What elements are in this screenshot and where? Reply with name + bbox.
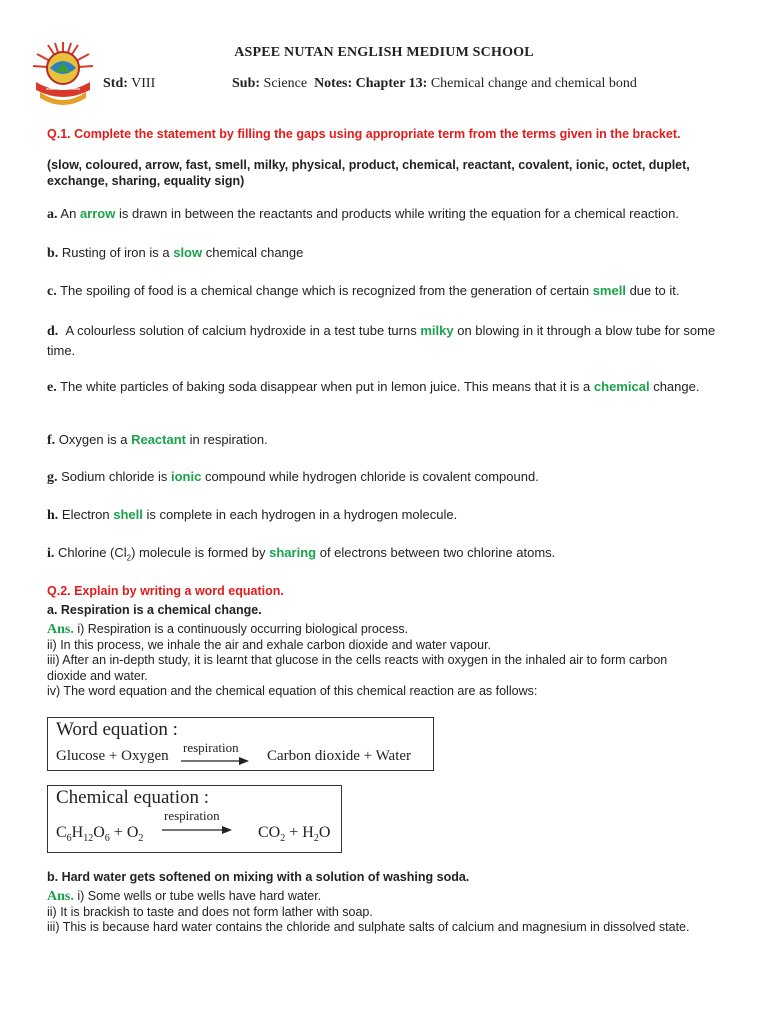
q1-item-e: e. The white particles of baking soda disappear when put in lemon juice. This means that it is a chemical change. xyxy=(47,379,700,395)
answer-e: chemical xyxy=(593,379,650,394)
q1-item-f: f. Oxygen is a Reactant in respiration. xyxy=(47,432,268,448)
q1-title: Q.1. Complete the statement by filling the gaps using appropriate term from the terms given in the bracket. xyxy=(47,127,681,141)
ans-label-a: Ans. xyxy=(47,622,74,637)
school-name: ASPEE NUTAN ENGLISH MEDIUM SCHOOL xyxy=(234,45,534,60)
q1-item-h: h. Electron shell is complete in each hydrogen in a hydrogen molecule. xyxy=(47,507,458,523)
q2a-answer: Ans. i) Respiration is a continuously occurring biological process. ii) In this process, we inhale the air and exhale carbon dioxide and water vapour. iii) After an in-depth study, it is learnt that glucose in the cells reacts with oxygen in the inhaled air to form carbon dioxide and water. iv) The word equation and the chemical equation of this chemical reaction are as follows: xyxy=(47,622,668,698)
answer-i: sharing xyxy=(269,545,317,560)
q1-terms: (slow, coloured, arrow, fast, smell, milky, physical, product, chemical, reactant, covalent, ionic, octet, duplet, exchange, sharing, equality sign) xyxy=(47,158,690,188)
chem-eq-title: Chemical equation : xyxy=(56,787,210,808)
answer-a: arrow xyxy=(79,206,116,221)
answer-d: milky xyxy=(420,323,454,338)
q1-item-d: d. A colourless solution of calcium hydroxide in a test tube turns milky on blowing in it through a blow tube for some time. xyxy=(47,323,716,358)
std-value: VIII xyxy=(131,76,156,91)
chemical-equation-box xyxy=(47,785,342,853)
header-info xyxy=(103,76,155,92)
word-eq-arrow-label: respiration xyxy=(183,740,239,755)
std-label: Std: xyxy=(103,76,128,91)
word-eq-title: Word equation : xyxy=(56,719,178,740)
notes-value: Chemical change and chemical bond xyxy=(430,76,637,91)
answer-f: Reactant xyxy=(131,432,186,447)
q1-item-b: b. Rusting of iron is a slow chemical change xyxy=(47,245,304,261)
word-equation-box xyxy=(47,717,434,771)
chem-eq-arrow-label: respiration xyxy=(164,808,220,823)
word-eq-arrow xyxy=(181,756,251,766)
chem-eq-reactants: $C_6H_{12}O_6 + O_2$ xyxy=(56,824,144,845)
answer-h: shell xyxy=(113,507,143,522)
q1-item-c: c. The spoiling of food is a chemical change which is recognized from the generation of certain smell due to it. xyxy=(47,283,680,299)
answer-c: smell xyxy=(592,283,626,298)
q2-title: Q.2. Explain by writing a word equation. xyxy=(47,584,284,598)
sub-label: Sub: xyxy=(232,76,261,91)
answer-b: slow xyxy=(173,245,203,260)
chem-eq-products: $CO_2 + H_2O$ xyxy=(258,824,331,845)
q2b-answer: Ans. i) Some wells or tube wells have hard water. ii) It is brackish to taste and does not form lather with soap. iii) This is because hard water contains the chloride and sulphate salts of calcium and magnesium in dissolved state. xyxy=(47,889,690,934)
subject-info xyxy=(232,76,637,92)
q1-item-g: g. Sodium chloride is ionic compound while hydrogen chloride is covalent compound. xyxy=(47,469,539,485)
q1-item-i: i. Chlorine $(Cl_2)$ molecule is formed by sharing of electrons between two chlorine atoms. xyxy=(47,545,556,563)
word-eq-rhs: Carbon dioxide + Water xyxy=(267,748,412,764)
word-eq-lhs: Glucose + Oxygen xyxy=(56,748,169,764)
q1-item-a: a. An arrow is drawn in between the reactants and products while writing the equation for a chemical reaction. xyxy=(47,206,680,222)
notes-label: Notes: Chapter 13: xyxy=(314,76,428,91)
chem-eq-arrow xyxy=(162,825,234,835)
sub-value: Science xyxy=(263,76,308,91)
answer-g: ionic xyxy=(170,469,202,484)
q2b-heading: b. Hard water gets softened on mixing with a solution of washing soda. xyxy=(47,870,470,884)
q2a-heading: a. Respiration is a chemical change. xyxy=(47,603,262,617)
ans-label-b: Ans. xyxy=(47,889,74,904)
